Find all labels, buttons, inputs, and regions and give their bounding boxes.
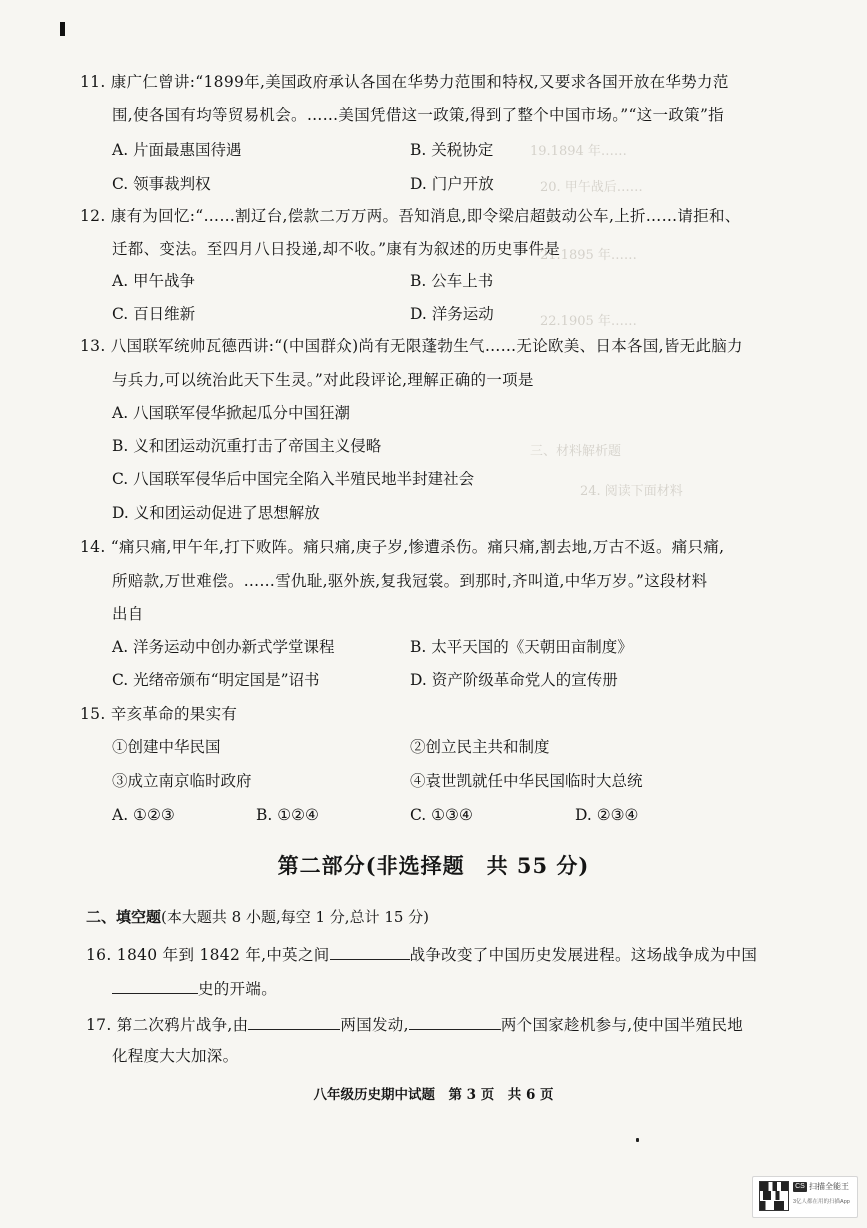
q12-stem-line1: 12. 康有为回忆:“……割辽台,偿款二万万两。吾知消息,即令梁启超鼓动公车,上折……请拒和、 bbox=[80, 207, 741, 225]
q17-blank-2[interactable] bbox=[409, 1014, 501, 1030]
q14-stem-line1: 14. “痛只痛,甲午年,打下败阵。痛只痛,庚子岁,惨遭杀伤。痛只痛,割去地,万古不返。痛只痛, bbox=[80, 538, 725, 556]
q11-option-c[interactable]: C. 领事裁判权 bbox=[112, 175, 211, 193]
q13-option-d[interactable]: D. 义和团运动促进了思想解放 bbox=[112, 504, 320, 522]
q14-option-d[interactable]: D. 资产阶级革命党人的宣传册 bbox=[410, 671, 618, 689]
scanner-watermark bbox=[752, 1176, 858, 1218]
q14-option-a[interactable]: A. 洋务运动中创办新式学堂课程 bbox=[112, 638, 335, 656]
q15-item-1: ①创建中华民国 bbox=[112, 738, 221, 756]
q12-stem-line2: 迁都、变法。至四月八日投递,却不收。”康有为叙述的历史事件是 bbox=[112, 240, 561, 258]
fill-heading-title: 二、填空题 bbox=[86, 908, 162, 926]
bleed-through: 20. 甲午战后…… bbox=[540, 180, 643, 195]
q11-stem-line1: 11. 康广仁曾讲:“1899年,美国政府承认各国在华势力范围和特权,又要求各国开放在华势力范 bbox=[80, 73, 729, 91]
q11-option-d[interactable]: D. 门户开放 bbox=[410, 175, 494, 193]
q16-blank-1[interactable] bbox=[330, 944, 410, 960]
q17-text-3: 两个国家趁机参与,使中国半殖民地 bbox=[500, 1016, 744, 1034]
watermark-subtitle: 3亿人都在用的扫描App bbox=[793, 1199, 850, 1205]
q15-item-3: ③成立南京临时政府 bbox=[112, 772, 252, 790]
q16-text-2: 战争改变了中国历史发展进程。这场战争成为中国 bbox=[409, 946, 758, 964]
q12-option-a[interactable]: A. 甲午战争 bbox=[112, 272, 196, 290]
bleed-through: 19.1894 年…… bbox=[530, 144, 627, 159]
scan-speck bbox=[636, 1138, 639, 1142]
q13-option-b[interactable]: B. 义和团运动沉重打击了帝国主义侵略 bbox=[112, 437, 382, 455]
q13-stem-line1: 13. 八国联军统帅瓦德西讲:“(中国群众)尚有无限蓬勃生气……无论欧美、日本各国,皆无此脑力 bbox=[80, 337, 743, 355]
q12-option-b[interactable]: B. 公车上书 bbox=[410, 272, 494, 290]
q17-text-1: 17. 第二次鸦片战争,由 bbox=[86, 1016, 249, 1034]
q16-line2 bbox=[112, 978, 277, 999]
q11-option-b[interactable]: B. 关税协定 bbox=[410, 141, 494, 159]
watermark-title: 扫描全能王 bbox=[809, 1182, 849, 1191]
q14-stem-line2: 所赔款,万世难偿。……雪仇耻,驱外族,复我冠裳。到那时,齐叫道,中华万岁。”这段材料 bbox=[112, 572, 708, 590]
bleed-through: 24. 阅读下面材料 bbox=[580, 484, 683, 499]
q12-option-c[interactable]: C. 百日维新 bbox=[112, 305, 196, 323]
page-footer: 八年级历史期中试题 第 3 页 共 6 页 bbox=[313, 1087, 554, 1103]
camscanner-logo-icon: CS bbox=[793, 1182, 807, 1192]
q15-option-c[interactable]: C. ①③④ bbox=[410, 806, 473, 824]
bleed-through: 21.1895 年…… bbox=[540, 248, 637, 263]
q16-text-1: 16. 1840 年到 1842 年,中英之间 bbox=[86, 946, 330, 964]
q15-item-2: ②创立民主共和制度 bbox=[410, 738, 550, 756]
q13-option-a[interactable]: A. 八国联军侵华掀起瓜分中国狂潮 bbox=[112, 404, 351, 422]
q17-blank-1[interactable] bbox=[248, 1014, 340, 1030]
q16-text-3: 史的开端。 bbox=[198, 980, 278, 998]
q17-line2: 化程度大大加深。 bbox=[112, 1047, 239, 1065]
bleed-through: 三、材料解析题 bbox=[530, 444, 622, 459]
q13-stem-line2: 与兵力,可以统治此天下生灵。”对此段评论,理解正确的一项是 bbox=[112, 371, 534, 389]
q14-option-c[interactable]: C. 光绪帝颁布“明定国是”诏书 bbox=[112, 671, 320, 689]
q15-option-d[interactable]: D. ②③④ bbox=[575, 806, 639, 824]
q15-option-a[interactable]: A. ①②③ bbox=[112, 806, 175, 824]
fill-heading-note: (本大题共 8 小题,每空 1 分,总计 15 分) bbox=[161, 908, 430, 926]
q17-text-2: 两国发动, bbox=[340, 1016, 409, 1034]
scan-mark bbox=[60, 22, 65, 36]
bleed-through: 22.1905 年…… bbox=[540, 314, 637, 329]
q15-stem: 15. 辛亥革命的果实有 bbox=[80, 705, 238, 723]
q15-option-b[interactable]: B. ①②④ bbox=[256, 806, 319, 824]
section-title: 第二部分(非选择题 共 55 分) bbox=[277, 853, 590, 878]
q12-option-d[interactable]: D. 洋务运动 bbox=[410, 305, 494, 323]
q16-line1 bbox=[86, 944, 757, 965]
q11-stem-line2: 围,使各国有均等贸易机会。……美国凭借这一政策,得到了整个中国市场。”“这一政策”指 bbox=[112, 106, 724, 124]
q17-line1 bbox=[86, 1014, 743, 1035]
fill-heading bbox=[86, 906, 429, 927]
q14-stem-line3: 出自 bbox=[112, 605, 144, 623]
q16-blank-2[interactable] bbox=[112, 978, 198, 994]
q13-option-c[interactable]: C. 八国联军侵华后中国完全陷入半殖民地半封建社会 bbox=[112, 470, 475, 488]
q11-option-a[interactable]: A. 片面最惠国待遇 bbox=[112, 141, 242, 159]
qr-code-icon bbox=[759, 1181, 789, 1211]
q15-item-4: ④袁世凯就任中华民国临时大总统 bbox=[410, 772, 643, 790]
q14-option-b[interactable]: B. 太平天国的《天朝田亩制度》 bbox=[410, 638, 633, 656]
